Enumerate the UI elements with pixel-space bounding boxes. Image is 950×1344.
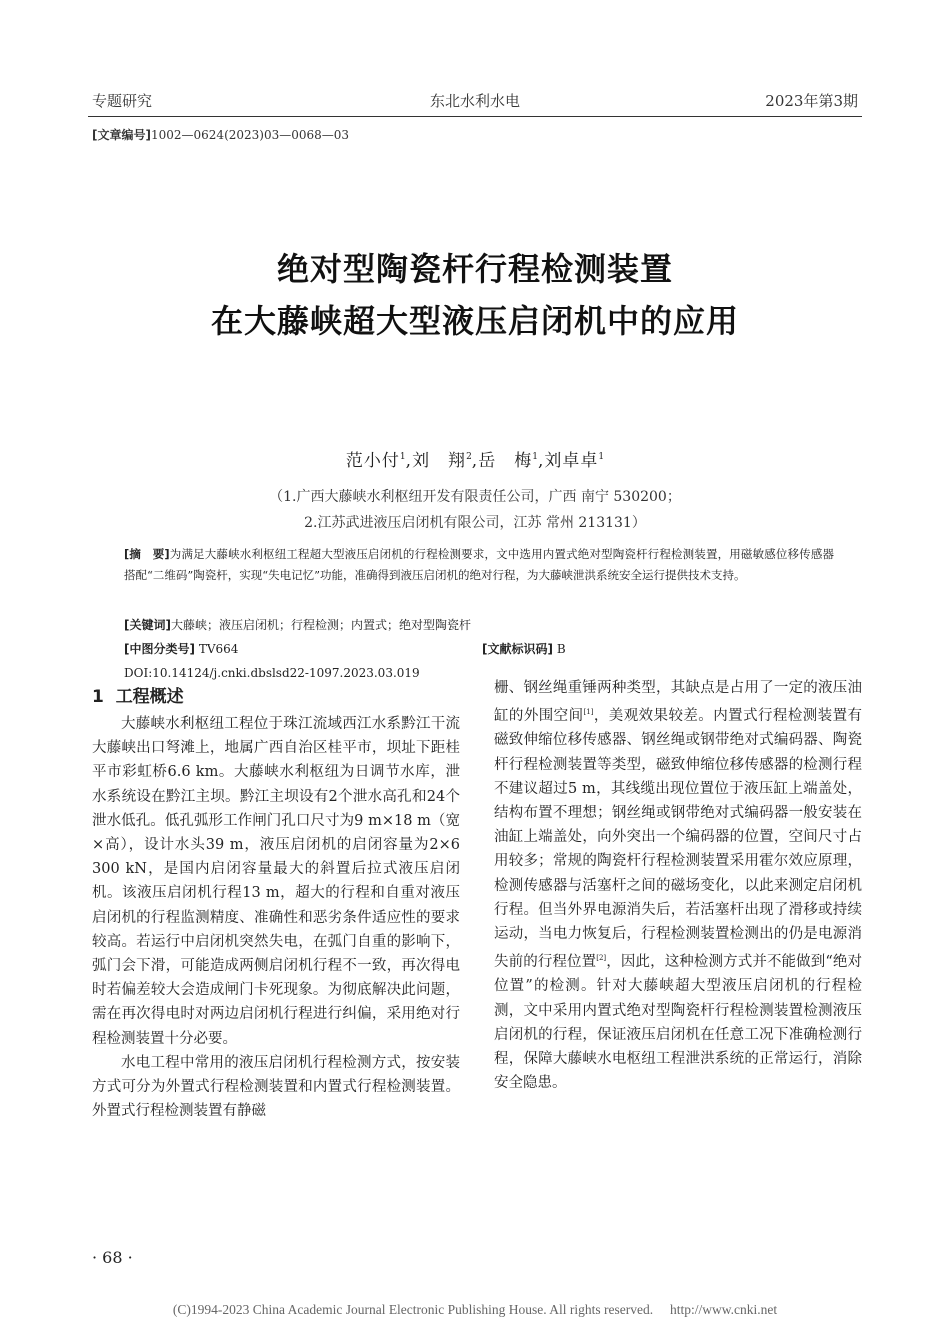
journal-name: 东北水利水电 (429, 92, 520, 110)
paragraph: 水电工程中常用的液压启闭机行程检测方式，按安装方式可分为外置式行程检测装置和内置式行程检测装置。外置式行程检测装置有静磁 (92, 1054, 460, 1120)
title-line-1: 绝对型陶瓷杆行程检测装置 (276, 250, 673, 288)
page-number: · 68 · (92, 1248, 133, 1267)
copyright-notice: (C)1994-2023 China Academic Journal Electronic Publishing House. All rights reserved. http://www.cnki.net (172, 1302, 778, 1317)
header-rule (88, 116, 862, 117)
article-number: [文章编号]1002—0624(2023)03—0068—03 (92, 128, 350, 142)
title-line-2: 在大藤峡超大型液压启闭机中的应用 (210, 302, 739, 340)
doi: DOI:10.14124/j.cnki.dbslsd22-1097.2023.03.019 (124, 666, 420, 680)
author-name: 岳 梅 (478, 451, 533, 471)
paragraph: 栅、钢丝绳重锤两种类型，其缺点是占用了一定的液压油缸的外围空间[1]，美观效果较差。内置式行程检测装置有磁致伸缩位移传感器、钢丝绳或钢带绝对式编码器、陶瓷杆行程检测装置等类型，磁致伸缩位移传感器的检测行程不建议超过5 m，其线缆出现位置位于液压缸上端盖处，结构布置不理想；钢丝绳或钢带绝对式编码器一般安装在油缸上端盖处，向外突出一个编码器的位置，空间尺寸占用较多；常规的陶瓷杆行程检测装置采用霍尔效应原理，检测传感器与活塞杆之间的磁场变化，以此来测定启闭机行程。但当外界电源消失后，若活塞杆出现了滑移或持续运动，当电力恢复后，行程检测装置检测出的仍是电源消失前的行程位置[2]，因此，这种检测方式并不能做到“绝对位置”的检测。针对大藤峡超大型液压启闭机的行程检测，文中采用内置式绝对型陶瓷杆行程检测装置检测液压启闭机的行程，保证液压启闭机在任意工况下准确检测行程，保障大藤峡水电枢纽工程泄洪系统的正常运行，消除安全隐患。 (494, 680, 863, 1092)
keywords: [关键词]大藤峡；液压启闭机；行程检测；内置式；绝对型陶瓷杆 (124, 618, 471, 632)
author-name: 范小付 (345, 451, 400, 471)
classification-number: [中图分类号] TV664 (124, 642, 239, 656)
document-code: [文献标识码] B (482, 642, 566, 656)
right-column (494, 676, 862, 1095)
citation-ref: [2] (596, 954, 607, 963)
author-list: 范小付$^1$,刘 翔$^2$,岳 梅$^1$,刘卓卓$^1$ (345, 451, 605, 471)
running-header-left: 专题研究 (92, 92, 153, 110)
affiliation-line-1: （1.广西大藤峡水利枢纽开发有限责任公司，广西 南宁 530200； (269, 489, 681, 505)
affiliation-line-2: 2.江苏武进液压启闭机有限公司，江苏 常州 213131） (304, 515, 646, 531)
issue-label: 2023年第3期 (765, 92, 858, 110)
abstract (124, 544, 834, 586)
section-heading: 1 工程概述 (92, 687, 184, 707)
citation-ref: [1] (583, 708, 594, 717)
author-name: 刘卓卓 (544, 451, 599, 471)
left-column (92, 712, 460, 1123)
abstract-label: [摘 要] (124, 547, 170, 561)
author-name: 刘 翔 (412, 451, 467, 471)
abstract-text: 为满足大藤峡水利枢纽工程超大型液压启闭机的行程检测要求，文中选用内置式绝对型陶瓷杆行程检测装置，用磁敏感位移传感器搭配“二维码”陶瓷杆，实现“失电记忆”功能，准确得到液压启闭机的绝对行程，为大藤峡泄洪系统安全运行提供技术支持。 (124, 547, 834, 582)
paragraph: 大藤峡水利枢纽工程位于珠江流域西江水系黔江干流大藤峡出口弩滩上，地属广西自治区桂平市，坝址下距桂平市彩虹桥6.6 km。大藤峡水利枢纽为日调节水库，泄水系统设在黔江主坝。黔江主坝设有2个泄水高孔和24个泄水低孔。低孔弧形工作闸门孔口尺寸为9 m×18 m（宽×高），设计水头39 m，液压启闭机的启闭容量为2×6 300 kN，是国内启闭容量最大的斜置后拉式液压启闭机。该液压启闭机行程13 m，超大的行程和自重对液压启闭机的行程监测精度、准确性和恶劣条件适应性的要求较高。若运行中启闭机突然失电，在弧门自重的影响下，弧门会下滑，可能造成两侧启闭机行程不一致，再次得电时若偏差较大会造成闸门卡死现象。为彻底解决此问题，需在再次得电时对两边启闭机行程进行纠偏，采用绝对行程检测装置十分必要。 (92, 716, 460, 1047)
